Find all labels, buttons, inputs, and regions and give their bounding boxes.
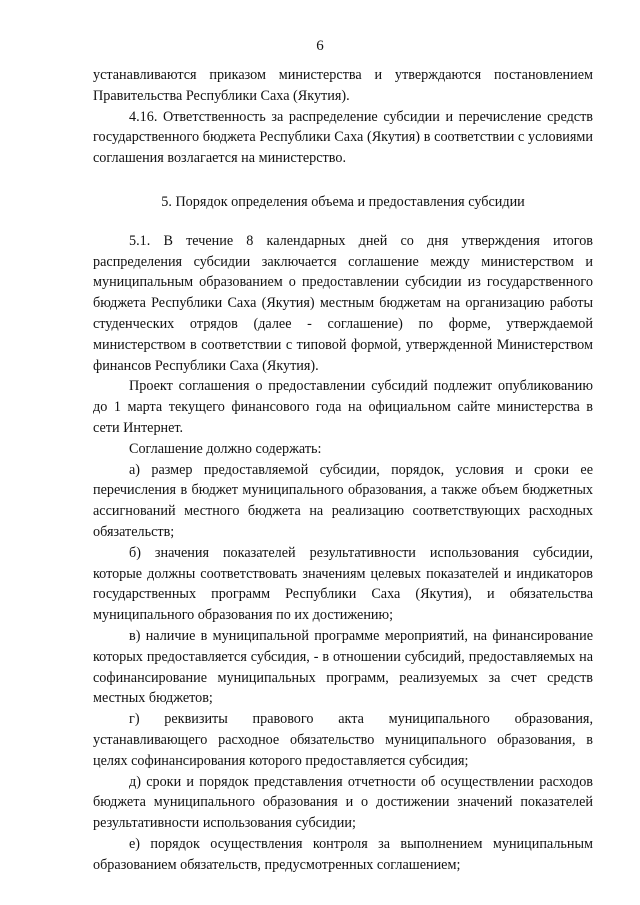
paragraph-agreement-draft: Проект соглашения о предоставлении субсидий подлежит опубликованию до 1 марта текущего финансового года на официальном сайте министерства в сети Интернет. <box>93 378 593 436</box>
section-heading: 5. Порядок определения объема и предоставления субсидии <box>161 193 525 210</box>
document-body <box>93 65 593 875</box>
list-item-g: г) реквизиты правового акта муниципального образования, устанавливающего расходное обязательство муниципального образования, в целях софинансирования которого предоставляется субсидия; <box>93 711 593 769</box>
list-item-e: е) порядок осуществления контроля за выполнением муниципальным образованием обязательств, предусмотренных соглашением; <box>93 835 593 873</box>
page-number: 6 <box>316 38 324 54</box>
paragraph-5-1: 5.1. В течение 8 календарных дней со дня утверждения итогов распределения субсидии заключается соглашение между министерством и муниципальным образованием о предоставлении субсидии из государственного бюджета Республики Саха (Якутия) местным бюджетам на организацию работы студенческих отрядов (далее - соглашение) по форме, утверждаемой министерством в соответствии с типовой формой, утвержденной Министерством финансов Республики Саха (Якутия). <box>93 232 593 374</box>
list-item-v: в) наличие в муниципальной программе мероприятий, на финансирование которых предоставляется субсидия, - в отношении субсидий, предоставляемых на софинансирование муниципальных программ, реализуемых за счет средств местных бюджетов; <box>93 627 593 707</box>
paragraph-agreement-contents: Соглашение должно содержать: <box>129 440 322 457</box>
paragraph-continuation: устанавливаются приказом министерства и утверждаются постановлением Правительства Республики Саха (Якутия). <box>93 67 593 104</box>
list-item-d: д) сроки и порядок представления отчетности об осуществлении расходов бюджета муниципального образования и о достижении значений показателей результативности использования субсидии; <box>93 773 593 832</box>
list-item-a: а) размер предоставляемой субсидии, порядок, условия и сроки ее перечисления в бюджет муниципального образования, а также объем бюджетных ассигнований местного бюджета на реализацию соответствующих расходных обязательств; <box>93 461 593 540</box>
list-item-b: б) значения показателей результативности использования субсидии, которые должны соответствовать значениям целевых показателей и индикаторов государственных программ Республики Саха (Якутия), и обязательства муниципального образования по их достижению; <box>93 544 593 624</box>
paragraph-4-16: 4.16. Ответственность за распределение субсидии и перечисление средств государственного бюджета Республики Саха (Якутия) в соответствии с условиями соглашения возлагается на министерство. <box>93 108 593 167</box>
